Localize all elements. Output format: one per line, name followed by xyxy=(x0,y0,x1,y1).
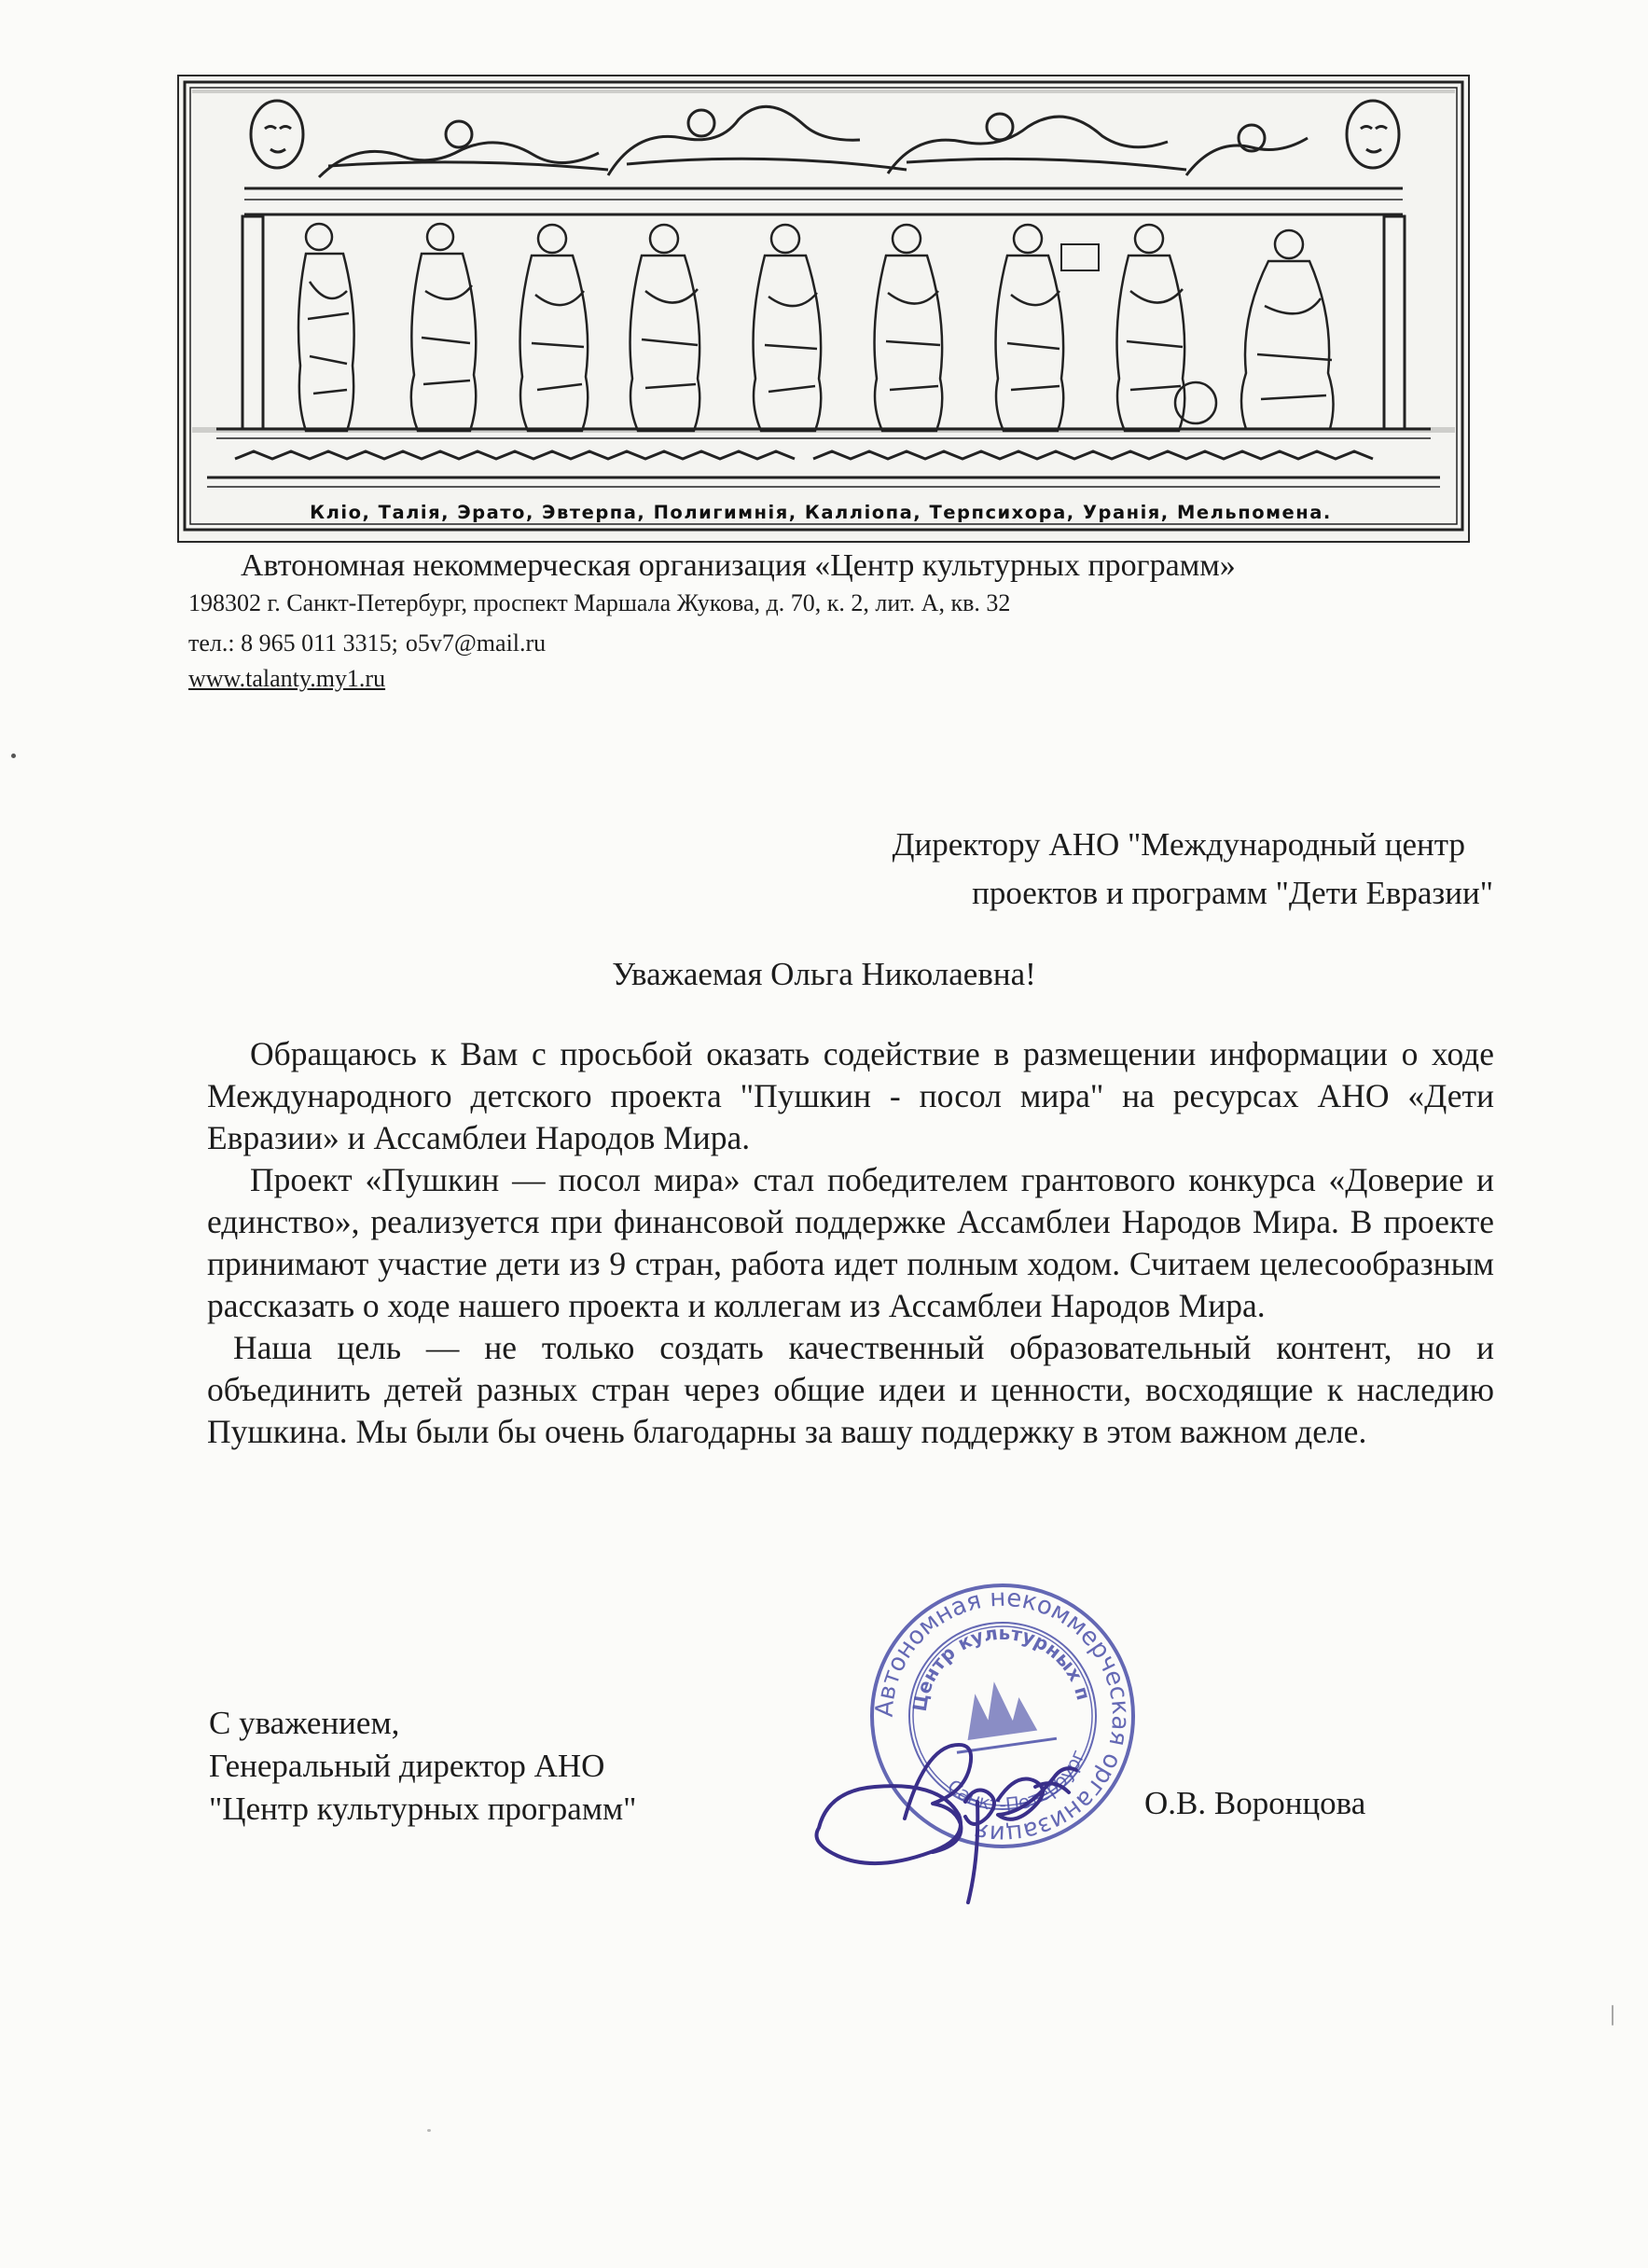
body-paragraph-3: Наша цель — не только создать качественный образовательный контент, но и объединить детей разных стран через общие идеи и ценности, восходящие к наследию Пушкина. Мы были бы очень благодарны за вашу поддержку в этом важном деле. xyxy=(207,1329,1494,1450)
closing-position: Генеральный директор АНО xyxy=(209,1748,605,1784)
body-paragraph-2: Проект «Пушкин — посол мира» стал победителем грантового конкурса «Доверие и единство», реализуется при финансовой поддержке Ассамблеи Народов Мира. В проекте принимают участие дети из 9 стран, работа идет полным ходом. Считаем целесообразным рассказать о ходе нашего проекта и коллегам из Ассамблеи Народов Мира. xyxy=(207,1161,1494,1324)
addressee-line-1: Директору АНО "Международный центр xyxy=(892,826,1465,863)
header-frieze-illustration xyxy=(177,75,1470,543)
handwritten-signature xyxy=(802,1697,1110,1912)
letterhead-website-link[interactable]: www.talanty.my1.ru xyxy=(188,665,386,692)
frieze-caption: Кліо, Талія, Эрато, Эвтерпа, Полигимнія, Каллiопа, Терпсихора, Уранія, Мельпомена. xyxy=(310,502,1332,523)
closing-regards: С уважением, xyxy=(209,1705,400,1741)
stamp-ring-text: Автономная некоммерческая организация xyxy=(870,1583,1135,1848)
letterhead-org-name: Автономная некоммерческая организация «Центр культурных программ» xyxy=(241,548,1236,583)
stamp-city-text: Санкт-Петербург xyxy=(943,1746,1090,1817)
scan-mark xyxy=(1612,2005,1613,2026)
scan-speck xyxy=(11,754,16,758)
letter-body xyxy=(207,1033,1494,1453)
letterhead-phone: тел.: 8 965 011 3315; xyxy=(188,629,398,657)
signer-name: О.В. Воронцова xyxy=(1144,1785,1366,1821)
salutation: Уважаемая Ольга Николаевна! xyxy=(612,956,1036,992)
closing-block xyxy=(209,1702,636,1831)
body-paragraph-1: Обращаюсь к Вам с просьбой оказать содействие в размещении информации о ходе Международного детского проекта "Пушкин - посол мира" на ресурсах АНО «Дети Евразии» и Ассамблеи Народов Мира. xyxy=(207,1035,1494,1156)
closing-organization: "Центр культурных программ" xyxy=(209,1791,637,1827)
letterhead-contacts xyxy=(188,629,553,657)
addressee-block xyxy=(654,821,1493,918)
letterhead-address: 198302 г. Санкт-Петербург, проспект Маршала Жукова, д. 70, к. 2, лит. А, кв. 32 xyxy=(188,589,1011,616)
letterhead-email[interactable]: o5v7@mail.ru xyxy=(405,629,547,657)
addressee-line-2: проектов и программ "Дети Евразии" xyxy=(972,875,1493,911)
scan-speck xyxy=(427,2129,431,2132)
stamp-inner-text: Центр культурных программ xyxy=(907,1621,1096,1713)
